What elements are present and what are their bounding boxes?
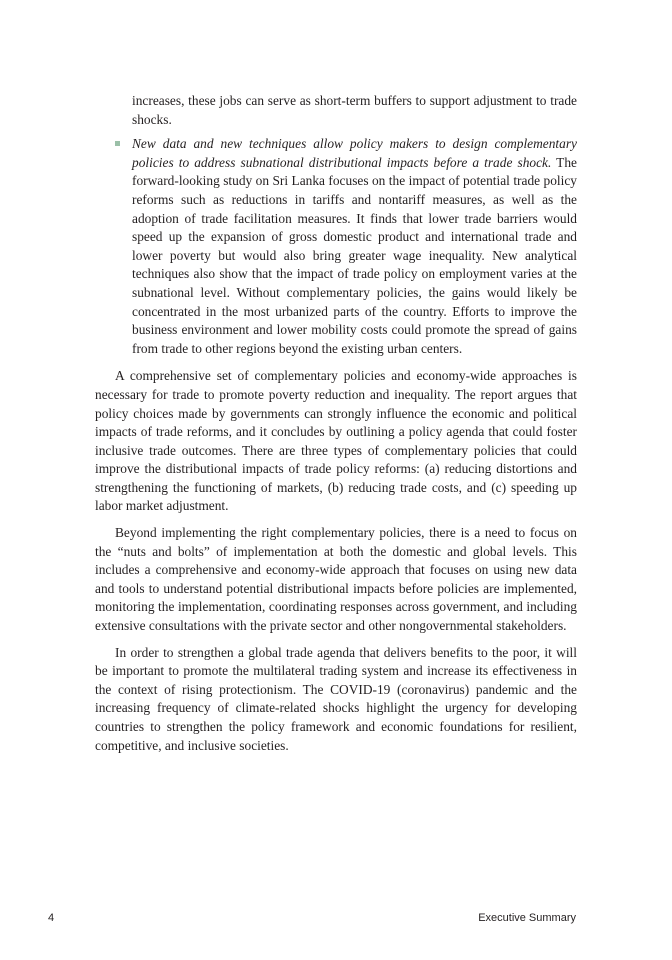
- running-footer-title: Executive Summary: [478, 912, 576, 924]
- bullet-italic-lead: New data and new techniques allow policy makers to design complementary policies to address subnational distributional impacts before a trade shock.: [132, 136, 577, 170]
- paragraph-implementation: Beyond implementing the right complementary policies, there is a need to focus on the “nuts and bolts” of implementation at both the domestic and global levels. This includes a comprehensive and economy-wide approach that focuses on using new data and tools to understand potential distributional impacts before policies are implemented, monitoring the implementation, coordinating responses across government, and including extensive consultations with the private sector and other nongovernmental stakeholders.: [95, 525, 577, 634]
- page-number: 4: [48, 912, 55, 924]
- bullet-continuation-text: increases, these jobs can serve as short-term buffers to support adjustment to trade shocks.: [132, 93, 577, 127]
- paragraph-complementary-policies: A comprehensive set of complementary policies and economy-wide approaches is necessary for trade to promote poverty reduction and inequality. The report argues that policy choices made by governments can strongly influence the economic and political impacts of trade reforms, and it concludes by outlining a policy agenda that could foster inclusive trade outcomes. There are three types of complementary policies that could improve the distributional impacts of trade policy reforms: (a) reducing distortions and strengthening the functioning of markets, (b) reducing trade costs, and (c) speeding up labor market adjustment.: [95, 368, 577, 514]
- body-text: [95, 92, 577, 755]
- square-bullet-icon: [115, 141, 120, 146]
- paragraph-global-trade-agenda: In order to strengthen a global trade agenda that delivers benefits to the poor, it will be important to promote the multilateral trading system and increase its effectiveness in the context of rising protectionism. The COVID-19 (coronavirus) pandemic and the increasing frequency of climate-related shocks highlight the urgency for developing countries to strengthen the policy framework and economic foundations for resilient, competitive, and inclusive societies.: [95, 644, 577, 753]
- bullet-body-text: The forward-looking study on Sri Lanka focuses on the impact of potential trade policy reforms such as reductions in tariffs and nontariff measures, as well as the adoption of trade facilitation measures. It finds that lower trade barriers would speed up the expansion of gross domestic product and international trade and lower poverty but would also bring greater wage inequality. New analytical techniques also show that the impact of trade policy on employment varies at the subnational level. Without complementary policies, the gains would likely be concentrated in the most urbanized parts of the country. Efforts to improve the business environment and lower mobility costs could promote the spread of gains from trade to other regions beyond the existing urban centers.: [132, 154, 577, 356]
- bullet-item: [132, 135, 577, 358]
